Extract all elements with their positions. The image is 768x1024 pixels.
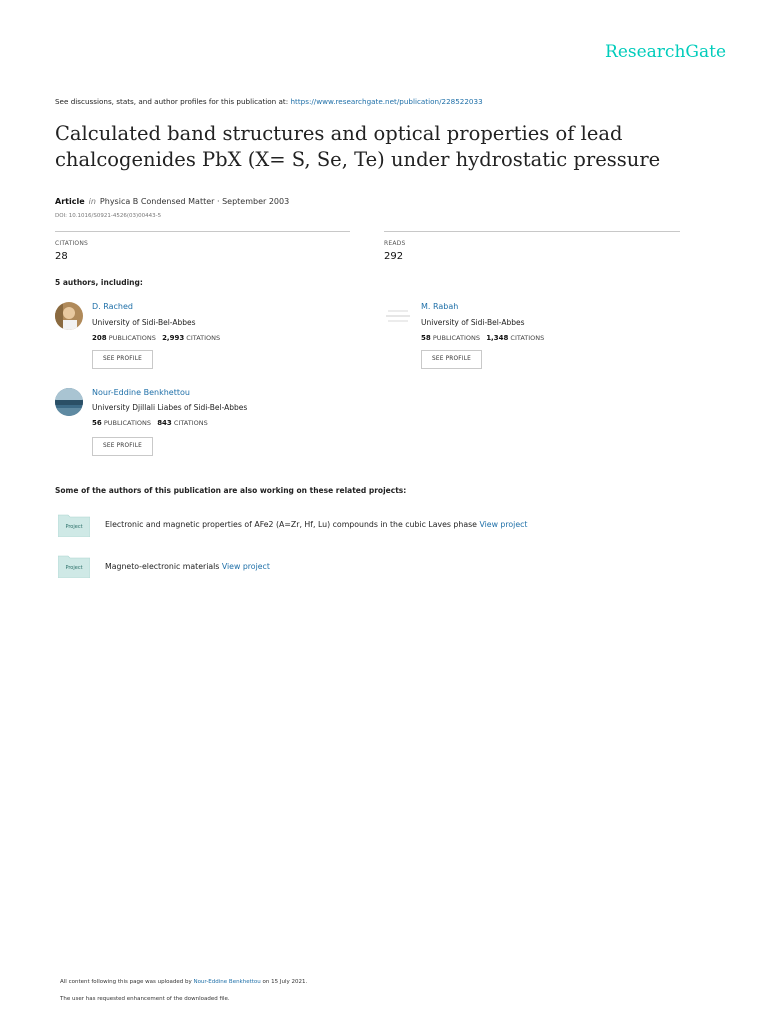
author-affiliation: University of Sidi-Bel-Abbes	[92, 318, 196, 327]
divider-citations	[55, 231, 350, 232]
publication-title: Calculated band structures and optical properties of lead chalcogenides PbX (X= S, Se, Te) under hydrostatic pressure	[55, 122, 661, 171]
author-stats	[92, 334, 220, 342]
uploader-link[interactable]: Nour-Eddine Benkhettou	[193, 979, 261, 985]
upload-note	[60, 979, 307, 985]
discussion-line	[55, 97, 483, 106]
journal-info: Physica B Condensed Matter · September 2003	[99, 197, 290, 206]
article-in: in	[88, 197, 96, 206]
citations-label: CITATIONS	[186, 334, 221, 342]
publications-label: PUBLICATIONS	[108, 334, 156, 342]
publication-url-link[interactable]: https://www.researchgate.net/publication/228522033	[290, 97, 483, 106]
author-affiliation: University Djillali Liabes of Sidi-Bel-Abbes	[92, 403, 248, 412]
reads-value: 292	[384, 251, 404, 262]
author-affiliation: University of Sidi-Bel-Abbes	[421, 318, 525, 327]
citations-label: CITATIONS	[510, 334, 545, 342]
project-item	[105, 562, 270, 571]
publications-label: PUBLICATIONS	[103, 419, 151, 427]
publications-count: 208	[92, 334, 107, 342]
article-type: Article	[55, 197, 85, 206]
discussion-text: See discussions, stats, and author profiles for this publication at:	[55, 97, 291, 106]
upload-suffix: on 15 July 2021.	[260, 979, 308, 985]
article-meta	[55, 197, 289, 206]
see-profile-button[interactable]: SEE PROFILE	[421, 350, 482, 369]
project-item	[105, 520, 527, 529]
publications-label: PUBLICATIONS	[432, 334, 480, 342]
see-profile-button[interactable]: SEE PROFILE	[92, 437, 153, 456]
citations-count: 1,348	[486, 334, 509, 342]
author-name-link[interactable]: M. Rabah	[421, 302, 459, 311]
related-projects-heading: Some of the authors of this publication are also working on these related projects:	[55, 486, 407, 495]
view-project-link[interactable]: View project	[479, 520, 528, 529]
see-profile-button[interactable]: SEE PROFILE	[92, 350, 153, 369]
author-name-link[interactable]: Nour-Eddine Benkhettou	[92, 388, 190, 397]
view-project-link[interactable]: View project	[221, 562, 270, 571]
citations-count: 843	[157, 419, 172, 427]
citations-value: 28	[55, 251, 68, 262]
researchgate-logo[interactable]: ResearchGate	[605, 42, 726, 62]
avatar[interactable]	[55, 302, 83, 330]
project-folder-icon	[58, 554, 90, 578]
publications-count: 58	[421, 334, 431, 342]
upload-prefix: All content following this page was uploaded by	[60, 979, 194, 985]
project-icon-label: Project	[65, 524, 83, 530]
authors-heading: 5 authors, including:	[55, 278, 143, 287]
citations-label: CITATIONS	[173, 419, 208, 427]
project-title: Electronic and magnetic properties of AFe2 (A=Zr, Hf, Lu) compounds in the cubic Laves phase	[105, 520, 480, 529]
project-folder-icon	[58, 513, 90, 537]
enhancement-note: The user has requested enhancement of the downloaded file.	[60, 996, 230, 1002]
reads-label: READS	[384, 240, 406, 247]
author-name-link[interactable]: D. Rached	[92, 302, 133, 311]
citations-count: 2,993	[162, 334, 185, 342]
divider-reads	[384, 231, 680, 232]
publications-count: 56	[92, 419, 102, 427]
citations-label: CITATIONS	[55, 240, 89, 247]
author-stats	[421, 334, 544, 342]
doi: DOI: 10.1016/S0921-4526(03)00443-5	[55, 213, 162, 219]
project-title: Magneto-electronic materials	[105, 562, 222, 571]
project-icon-label: Project	[65, 565, 83, 571]
avatar[interactable]	[55, 388, 83, 416]
author-stats	[92, 419, 208, 427]
avatar[interactable]	[384, 302, 412, 330]
